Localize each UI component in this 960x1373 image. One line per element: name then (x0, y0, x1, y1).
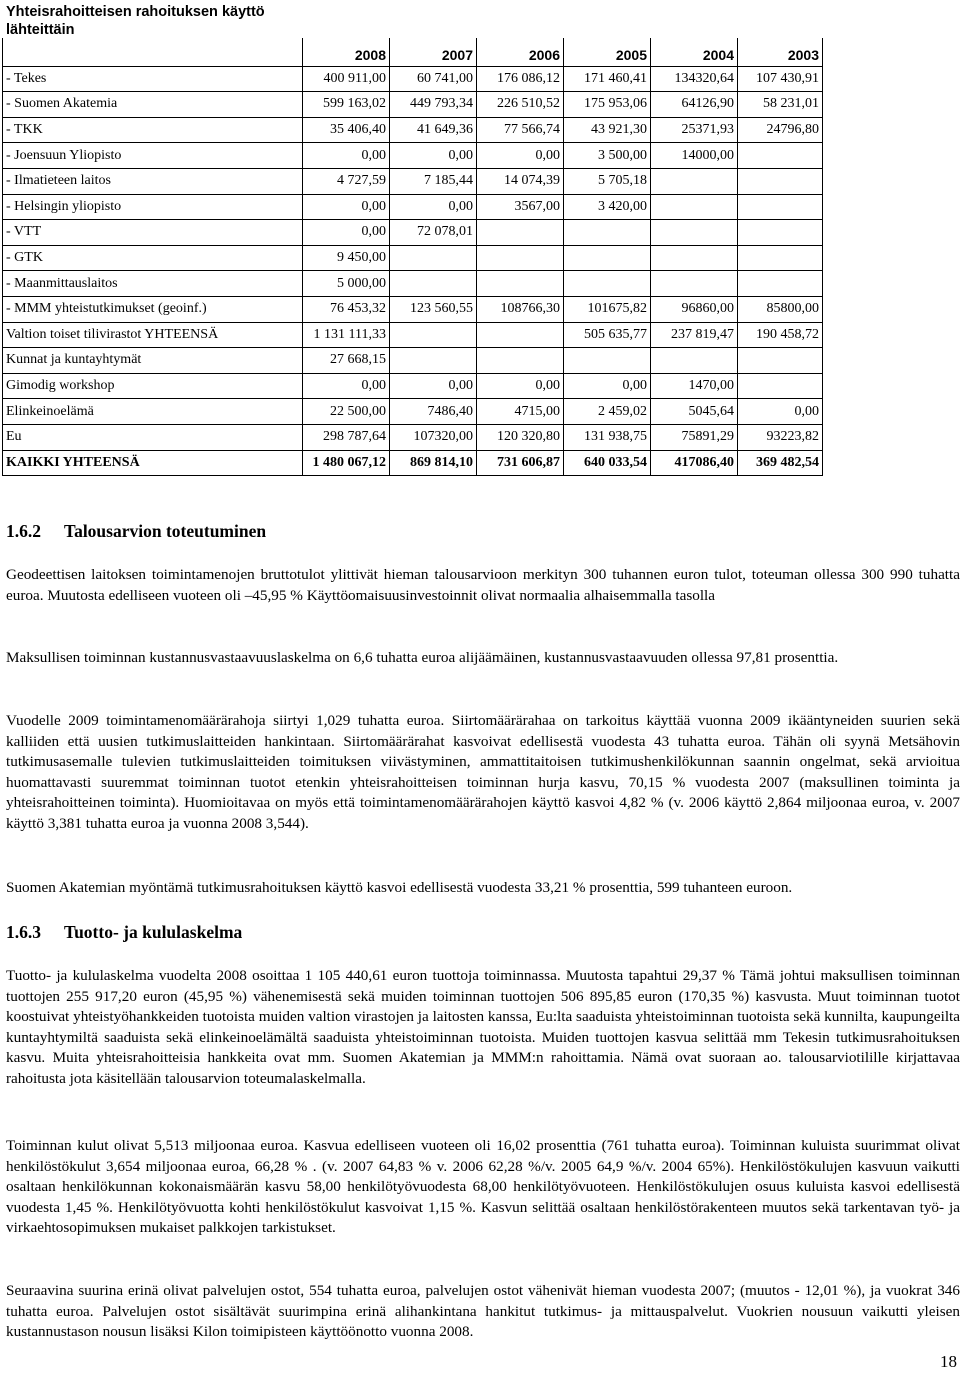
value-cell (738, 220, 823, 246)
value-cell: 35 406,40 (303, 117, 390, 143)
row-label: - Joensuun Yliopisto (3, 143, 303, 169)
value-cell (738, 348, 823, 374)
year-header-row (3, 38, 823, 66)
value-cell: 190 458,72 (738, 322, 823, 348)
value-cell: 0,00 (390, 143, 477, 169)
section-heading-1-6-3 (6, 922, 242, 943)
table-title: Yhteisrahoitteisen rahoituksen käyttö lähteittäin (6, 4, 265, 38)
section-heading-1-6-2 (6, 521, 266, 542)
table-row (3, 399, 823, 425)
row-label: - Ilmatieteen laitos (3, 168, 303, 194)
table-row (3, 117, 823, 143)
table-row (3, 220, 823, 246)
value-cell: 131 938,75 (564, 424, 651, 450)
value-cell: 41 649,36 (390, 117, 477, 143)
year-header: 2004 (651, 38, 738, 66)
value-cell (738, 245, 823, 271)
section-number: 1.6.3 (6, 922, 41, 942)
total-row (3, 450, 823, 476)
value-cell (738, 373, 823, 399)
value-cell: 0,00 (303, 194, 390, 220)
value-cell (477, 245, 564, 271)
section-title: Talousarvion toteutuminen (64, 521, 267, 541)
value-cell (738, 168, 823, 194)
value-cell: 226 510,52 (477, 92, 564, 118)
value-cell (738, 271, 823, 297)
table-row (3, 194, 823, 220)
value-cell: 1 480 067,12 (303, 450, 390, 476)
value-cell: 27 668,15 (303, 348, 390, 374)
value-cell (651, 245, 738, 271)
value-cell (564, 348, 651, 374)
row-label: - Helsingin yliopisto (3, 194, 303, 220)
row-label: Valtion toiset tilivirastot YHTEENSÄ (3, 322, 303, 348)
row-label: - GTK (3, 245, 303, 271)
paragraph-kustannusvastaavuus: Maksullisen toiminnan kustannusvastaavuuslaskelma on 6,6 tuhatta euroa alijäämäinen, kustannusvastaavuuden ollessa 97,81 prosenttia. (6, 649, 839, 666)
value-cell (390, 322, 477, 348)
value-cell: 417086,40 (651, 450, 738, 476)
paragraph-siirtomaararahat: Vuodelle 2009 toimintamenomäärärahoja siirtyi 1,029 tuhatta euroa. Siirtomäärärahaa on tarkoitus käyttää vuonna 2009 ikääntyneiden suurien sekä kalliiden että uusien tutkimuslaitteiden hankintaan. Siirtomäärärahat kasvoivat edellisestä vuodesta 43 tuhatta euroa. Tähän oli syynä Metsähovin tutkimusasemalle tulevien tutkimuslaitteiden toimituksen viivästyminen, ammattitaitoisen tutkimushenkilökunnan saannin ongelmat, sekä arvioitua huomattavasti suuremmat toiminnan tuotot etenkin yhteisrahoitteisen toiminnan hurja kasvu, 70,15 % vuodesta 2007 (maksullinen toiminta ja yhteisrahoitteinen toiminta). Huomioitavaa on myös että toimintamenomäärärahojen käyttö kasvoi 4,82 % (v. 2006 käyttö 2,864 miljoonaa euroa, v. 2007 käyttö 3,381 tuhatta euroa ja vuonna 2008 3,544). (6, 712, 960, 832)
value-cell: 5045,64 (651, 399, 738, 425)
value-cell: 3 420,00 (564, 194, 651, 220)
value-cell (477, 271, 564, 297)
value-cell: 2 459,02 (564, 399, 651, 425)
value-cell: 108766,30 (477, 296, 564, 322)
year-header: 2003 (738, 38, 823, 66)
value-cell: 1 131 111,33 (303, 322, 390, 348)
value-cell: 72 078,01 (390, 220, 477, 246)
value-cell: 120 320,80 (477, 424, 564, 450)
value-cell (738, 143, 823, 169)
value-cell: 4 727,59 (303, 168, 390, 194)
value-cell (651, 194, 738, 220)
funding-table (2, 38, 823, 476)
value-cell: 96860,00 (651, 296, 738, 322)
row-label: - MMM yhteistutkimukset (geoinf.) (3, 296, 303, 322)
value-cell: 400 911,00 (303, 66, 390, 92)
table-row (3, 322, 823, 348)
value-cell: 640 033,54 (564, 450, 651, 476)
value-cell: 85800,00 (738, 296, 823, 322)
value-cell (564, 245, 651, 271)
table-row (3, 245, 823, 271)
header-blank (3, 38, 303, 66)
row-label: - Suomen Akatemia (3, 92, 303, 118)
value-cell (390, 271, 477, 297)
year-header: 2006 (477, 38, 564, 66)
paragraph-suomen-akatemia: Suomen Akatemian myöntämä tutkimusrahoituksen käyttö kasvoi edellisestä vuodesta 33,21 % prosenttia, 599 tuhanteen euroon. (6, 879, 793, 896)
value-cell: 25371,93 (651, 117, 738, 143)
value-cell: 731 606,87 (477, 450, 564, 476)
value-cell: 0,00 (738, 399, 823, 425)
row-label: - Tekes (3, 66, 303, 92)
row-label: Kunnat ja kuntayhtymät (3, 348, 303, 374)
value-cell: 0,00 (303, 220, 390, 246)
value-cell: 75891,29 (651, 424, 738, 450)
value-cell: 0,00 (477, 373, 564, 399)
value-cell: 369 482,54 (738, 450, 823, 476)
value-cell: 1470,00 (651, 373, 738, 399)
value-cell (651, 168, 738, 194)
value-cell: 599 163,02 (303, 92, 390, 118)
value-cell: 5 705,18 (564, 168, 651, 194)
table-row (3, 66, 823, 92)
value-cell (390, 245, 477, 271)
value-cell: 171 460,41 (564, 66, 651, 92)
value-cell: 93223,82 (738, 424, 823, 450)
value-cell (651, 348, 738, 374)
value-cell: 0,00 (390, 373, 477, 399)
value-cell: 60 741,00 (390, 66, 477, 92)
value-cell: 14 074,39 (477, 168, 564, 194)
value-cell: 237 819,47 (651, 322, 738, 348)
value-cell: 3 500,00 (564, 143, 651, 169)
value-cell: 64126,90 (651, 92, 738, 118)
value-cell: 43 921,30 (564, 117, 651, 143)
value-cell (651, 271, 738, 297)
table-row (3, 296, 823, 322)
table-row (3, 271, 823, 297)
table-row (3, 92, 823, 118)
value-cell: 0,00 (303, 373, 390, 399)
value-cell: 505 635,77 (564, 322, 651, 348)
paragraph-bruttotulot: Geodeettisen laitoksen toimintamenojen bruttotulot ylittivät hieman talousarvioon merkityn 300 tuhannen euron tulot, toteuman ollessa 300 990 tuhatta euroa. Muutosta edelliseen vuoteen oli –45,95 % Käyttöomaisuusinvestoinnit olivat normaalia alhaisemmalla tasolla (6, 566, 960, 604)
paragraph-tuotot: Tuotto- ja kululaskelma vuodelta 2008 osoittaa 1 105 440,61 euron tuottoja toiminnassa. Muutosta tapahtui 29,37 % Tämä johtui maksullisen toiminnan tuottojen 255 917,20 euron (45,95 %) vähenemisestä sekä muiden toiminnan tuottojen 506 895,85 euron (170,35 %) kasvusta. Muut toiminnan tuotot koostuivat yhteistyöhankkeiden tuotoista muiden valtion virastojen ja laitosten kanssa, Eu:lta saaduista yhteistoiminnan tuotoista sekä kunnilta, kaupungeilta kuntayhtymiltä saaduista sekä elinkeinoelämältä saaduista yhteistoiminnan tuotoista. Muiden tuottojen kasvua selittää mm Tekesin tutkimusrahoituksen kasvu. Muita yhteisrahoitteisia hankkeita ovat mm. Suomen Akatemian ja MMM:n rahoittamia. Nämä ovat suoraan ao. talousarviotilille kirjattavaa rahoitusta jota käsitellään talousarvion toteumalaskelmalla. (6, 967, 960, 1087)
value-cell: 3567,00 (477, 194, 564, 220)
year-header: 2007 (390, 38, 477, 66)
value-cell: 77 566,74 (477, 117, 564, 143)
year-header: 2008 (303, 38, 390, 66)
row-label: - TKK (3, 117, 303, 143)
table-body (3, 66, 823, 476)
value-cell: 123 560,55 (390, 296, 477, 322)
value-cell: 58 231,01 (738, 92, 823, 118)
value-cell: 175 953,06 (564, 92, 651, 118)
row-label: - Maanmittauslaitos (3, 271, 303, 297)
value-cell: 0,00 (303, 143, 390, 169)
value-cell: 76 453,32 (303, 296, 390, 322)
value-cell: 134320,64 (651, 66, 738, 92)
table-row (3, 348, 823, 374)
value-cell: 7 185,44 (390, 168, 477, 194)
row-label: KAIKKI YHTEENSÄ (3, 450, 303, 476)
value-cell: 0,00 (477, 143, 564, 169)
value-cell: 9 450,00 (303, 245, 390, 271)
value-cell: 869 814,10 (390, 450, 477, 476)
row-label: Gimodig workshop (3, 373, 303, 399)
value-cell (564, 271, 651, 297)
value-cell: 4715,00 (477, 399, 564, 425)
value-cell: 0,00 (564, 373, 651, 399)
section-title: Tuotto- ja kululaskelma (64, 922, 243, 942)
value-cell: 7486,40 (390, 399, 477, 425)
value-cell (477, 220, 564, 246)
value-cell (390, 348, 477, 374)
table-row (3, 168, 823, 194)
value-cell: 5 000,00 (303, 271, 390, 297)
value-cell: 176 086,12 (477, 66, 564, 92)
row-label: Eu (3, 424, 303, 450)
value-cell: 107 430,91 (738, 66, 823, 92)
table-row (3, 424, 823, 450)
value-cell (477, 348, 564, 374)
value-cell: 22 500,00 (303, 399, 390, 425)
value-cell (564, 220, 651, 246)
value-cell: 0,00 (390, 194, 477, 220)
section-number: 1.6.2 (6, 521, 41, 541)
value-cell: 298 787,64 (303, 424, 390, 450)
value-cell: 107320,00 (390, 424, 477, 450)
value-cell (651, 220, 738, 246)
paragraph-palvelujen-ostot: Seuraavina suurina erinä olivat palvelujen ostot, 554 tuhatta euroa, palvelujen ostot vähenivät hieman vuodesta 2007; (muutos - 12,01 %), ja vuokrat 346 tuhatta euroa. Palvelujen ostot sisältävät suurimpina erinä alihankintana hankitut tutkimus- ja mittauspalvelut. Vuokrien nousuun vaikutti yleisen kustannustason nousun lisäksi Kilon toimipisteen käyttöönotto vuonna 2008. (6, 1282, 960, 1341)
value-cell: 14000,00 (651, 143, 738, 169)
table-row (3, 143, 823, 169)
value-cell: 24796,80 (738, 117, 823, 143)
paragraph-kulut: Toiminnan kulut olivat 5,513 miljoonaa euroa. Kasvua edelliseen vuoteen oli 16,02 prosenttia (761 tuhatta euroa). Toiminnan kuluista suurimmat olivat henkilöstökulut 3,654 miljoonaa euroa, 66,28 % . (v. 2007 64,83 % v. 2006 62,28 %/v. 2005 64,9 %/v. 2004 65%). Henkilöstökulujen kasvuun vaikutti osaltaan henkilökunnan kokonaismäärän kasvu 58,00 henkilötyövuodesta 68,00 henkilötyövuoteen. Henkilöstökulujen osuus kuluista kasvoi edellisestä vuodesta 1,45 %. Henkilötyövuotta kohti henkilöstökulut kasvoivat 1,15 %. Kasvun selittää osaltaan henkilöstörakenteen muutos sekä tarkentavan työ- ja virkaehtosopimuksen mukaiset palkkojen tarkistukset. (6, 1137, 960, 1237)
value-cell: 449 793,34 (390, 92, 477, 118)
row-label: Elinkeinoelämä (3, 399, 303, 425)
row-label: - VTT (3, 220, 303, 246)
value-cell: 101675,82 (564, 296, 651, 322)
table-row (3, 373, 823, 399)
value-cell (477, 322, 564, 348)
page-number: 18 (940, 1352, 957, 1371)
year-header: 2005 (564, 38, 651, 66)
value-cell (738, 194, 823, 220)
